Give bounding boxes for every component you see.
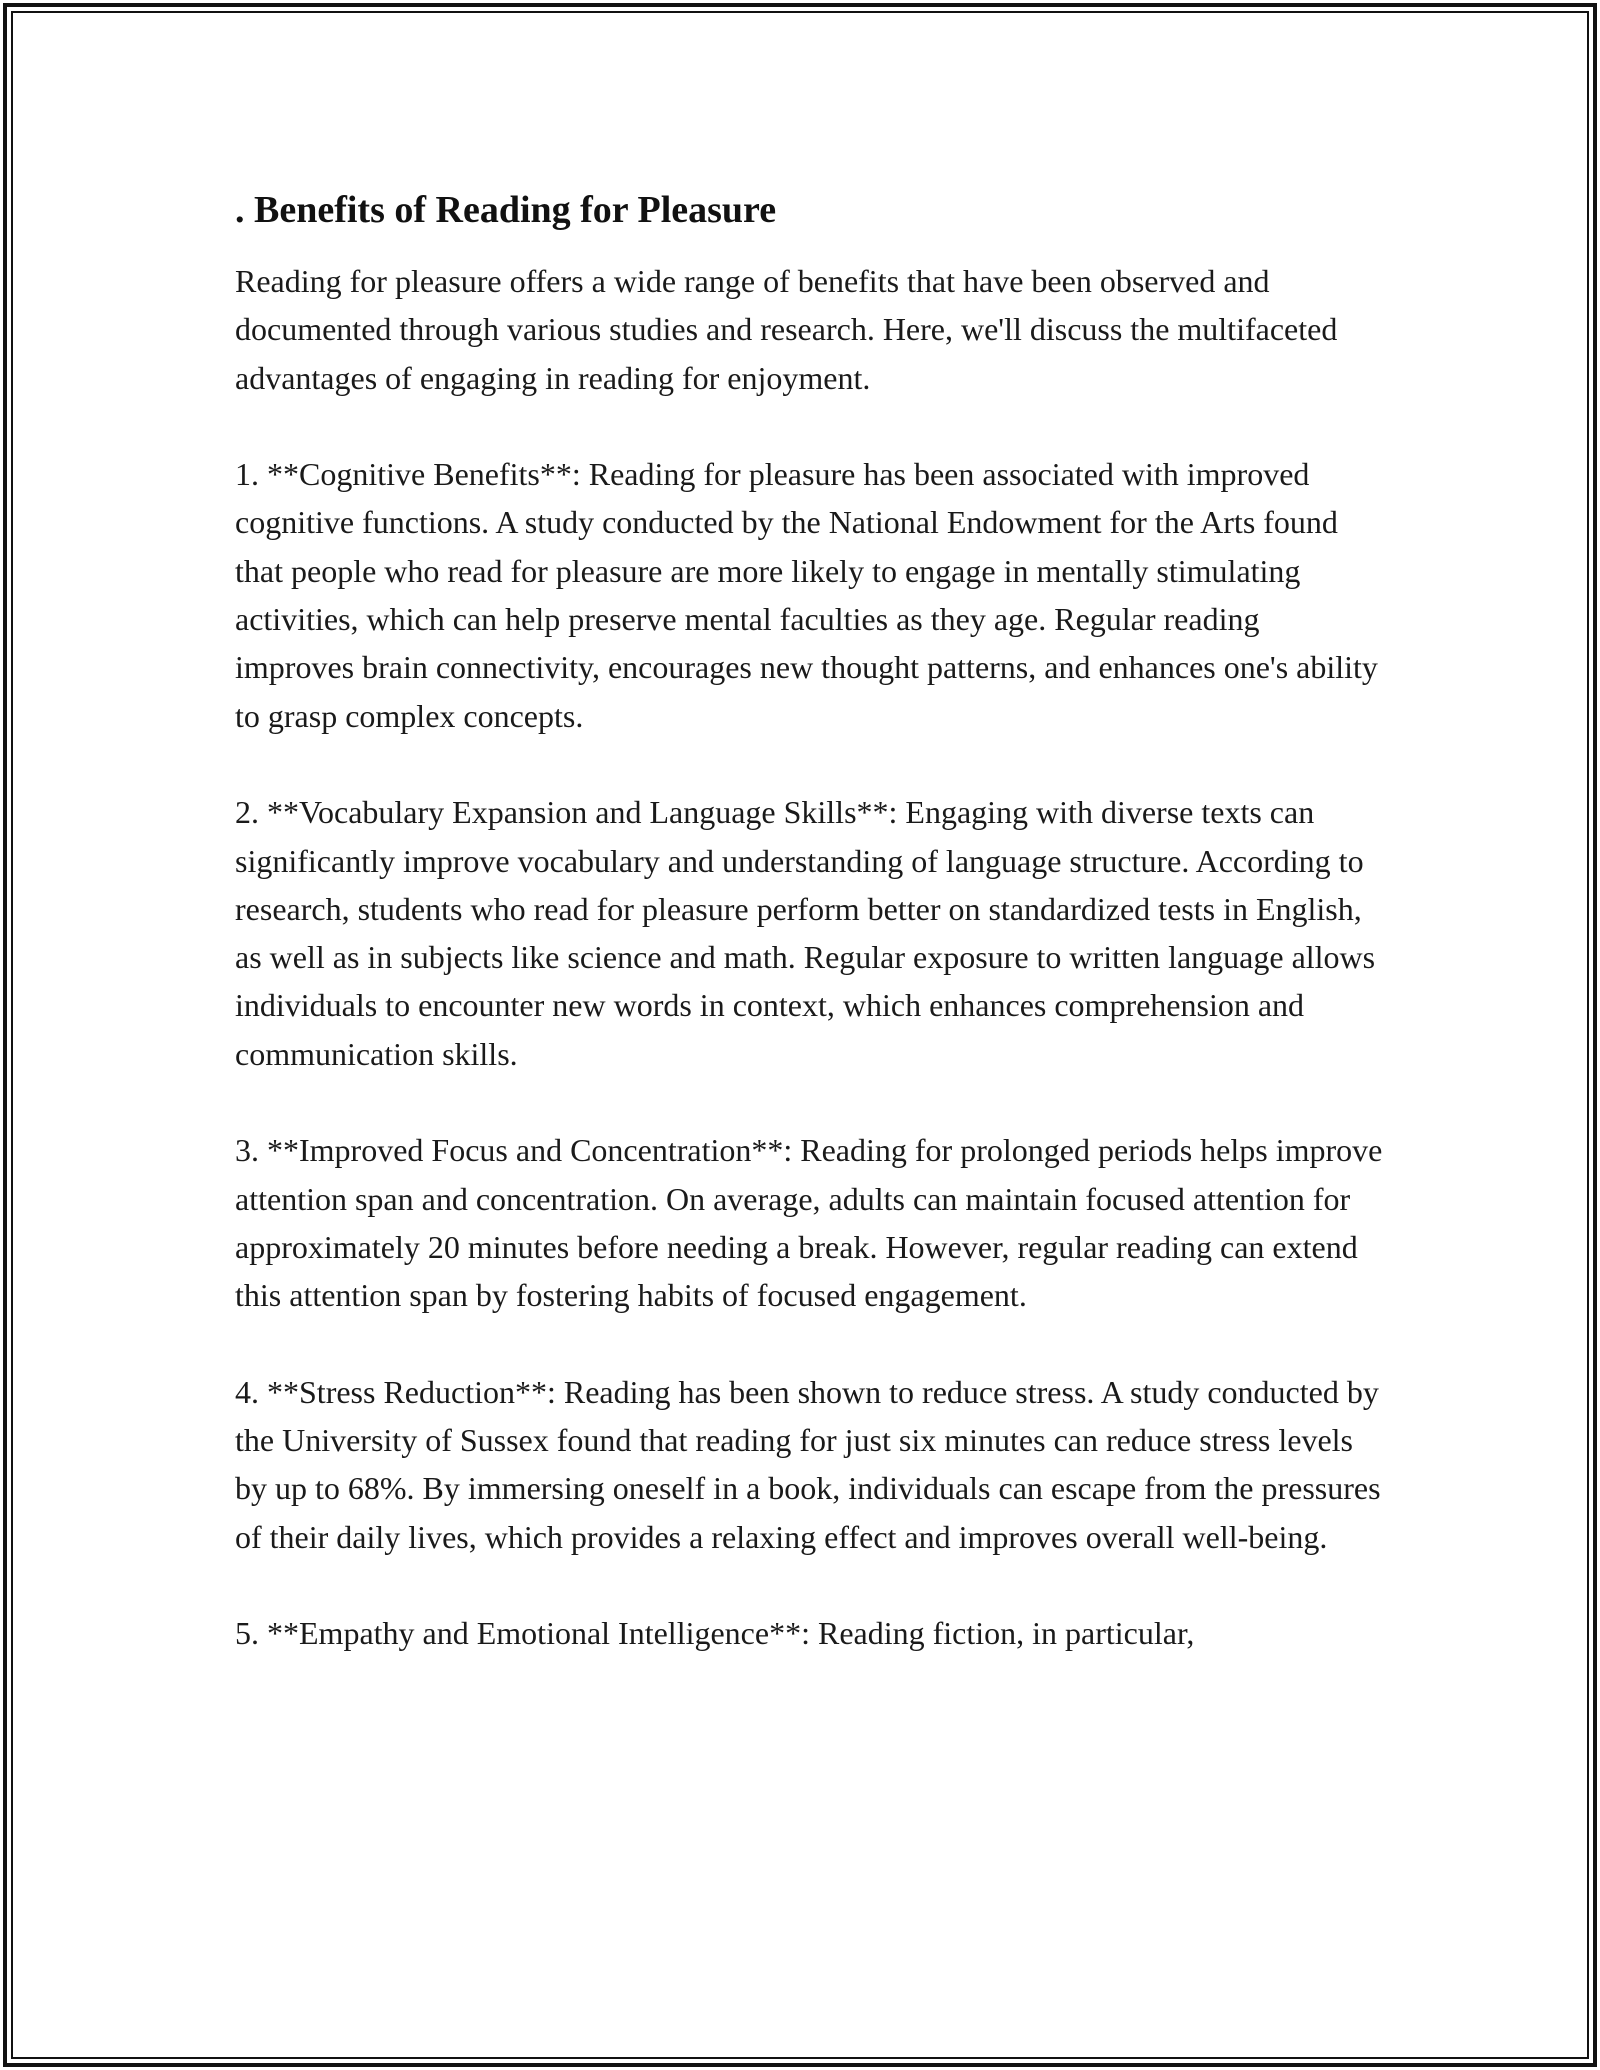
paragraph-stress-reduction: 4. **Stress Reduction**: Reading has been shown to reduce stress. A study conducted by the University of Sussex found that reading for just six minutes can reduce stress levels by up to 68%. By immersing oneself in a book, individuals can escape from the pressures of their daily lives, which provides a relaxing effect and improves overall well-being. <box>235 1373 1381 1555</box>
paragraph-cognitive-benefits: 1. **Cognitive Benefits**: Reading for pleasure has been associated with improved cognitive functions. A study conducted by the National Endowment for the Arts found that people who read for pleasure are more likely to engage in mentally stimulating activities, which can help preserve mental faculties as they age. Regular reading improves brain connectivity, encourages new thought patterns, and enhances one's ability to grasp complex concepts. <box>235 456 1378 734</box>
paragraph-empathy: 5. **Empathy and Emotional Intelligence**: Reading fiction, in particular, <box>235 1615 1195 1652</box>
document-body <box>235 185 1385 1658</box>
paragraph-vocabulary-expansion: 2. **Vocabulary Expansion and Language Skills**: Engaging with diverse texts can significantly improve vocabulary and understanding of language structure. According to research, students who read for pleasure perform better on standardized tests in English, as well as in subjects like science and math. Regular exposure to written language allows individuals to encounter new words in context, which enhances comprehension and communication skills. <box>235 794 1376 1072</box>
intro-paragraph: Reading for pleasure offers a wide range of benefits that have been observed and documented through various studies and research. Here, we'll discuss the multifaceted advantages of engaging in reading for enjoyment. <box>235 263 1338 396</box>
section-heading: . Benefits of Reading for Pleasure <box>235 189 777 231</box>
paragraph-focus-concentration: 3. **Improved Focus and Concentration**: Reading for prolonged periods helps improve attention span and concentration. On average, adults can maintain focused attention for approximately 20 minutes before needing a break. However, regular reading can extend this attention span by fostering habits of focused engagement. <box>235 1132 1383 1314</box>
